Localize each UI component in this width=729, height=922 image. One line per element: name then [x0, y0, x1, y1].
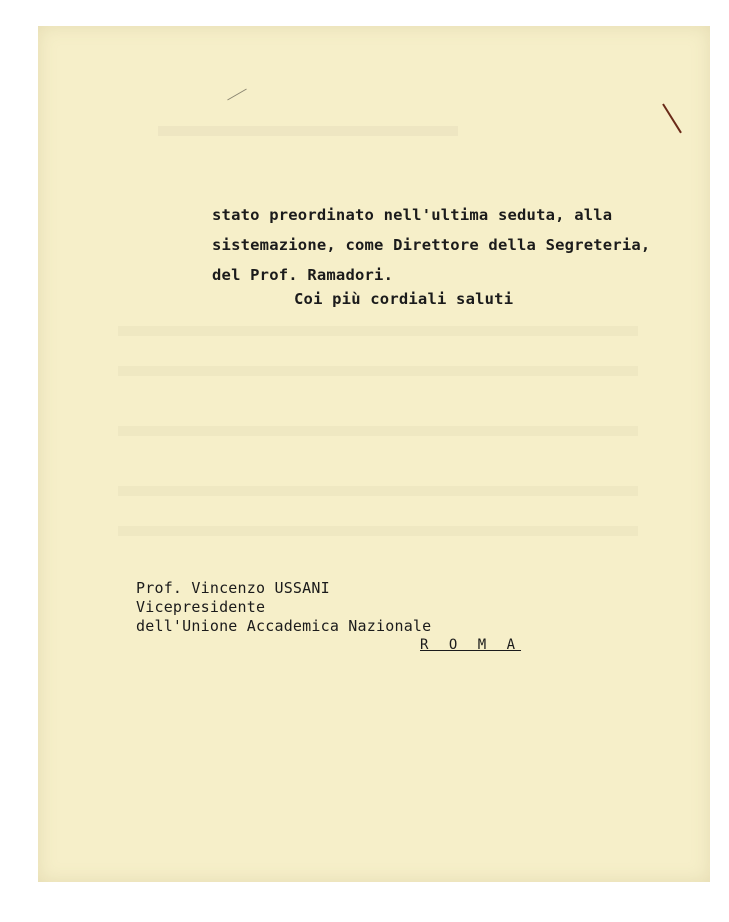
body-line: sistemazione, come Direttore della Segreteria, [212, 236, 651, 254]
recipient-name: Prof. Vincenzo USSANI [136, 579, 330, 597]
show-through-shadow [118, 366, 638, 376]
pencil-mark [227, 89, 247, 101]
letter-body [212, 200, 650, 290]
recipient-organization: dell'Unione Accademica Nazionale [136, 617, 432, 635]
recipient-title: Vicepresidente [136, 598, 266, 616]
body-line: del Prof. Ramadori. [212, 266, 394, 284]
show-through-shadow [118, 426, 638, 436]
show-through-shadow [118, 326, 638, 336]
show-through-shadow [158, 126, 458, 136]
closing-salutation: Coi più cordiali saluti [294, 290, 514, 308]
body-line: stato preordinato nell'ultima seduta, alla [212, 206, 613, 224]
letter-page [38, 26, 710, 882]
recipient-city: R O M A [420, 637, 522, 653]
red-ink-tick [662, 103, 682, 133]
show-through-shadow [118, 526, 638, 536]
show-through-shadow [118, 486, 638, 496]
